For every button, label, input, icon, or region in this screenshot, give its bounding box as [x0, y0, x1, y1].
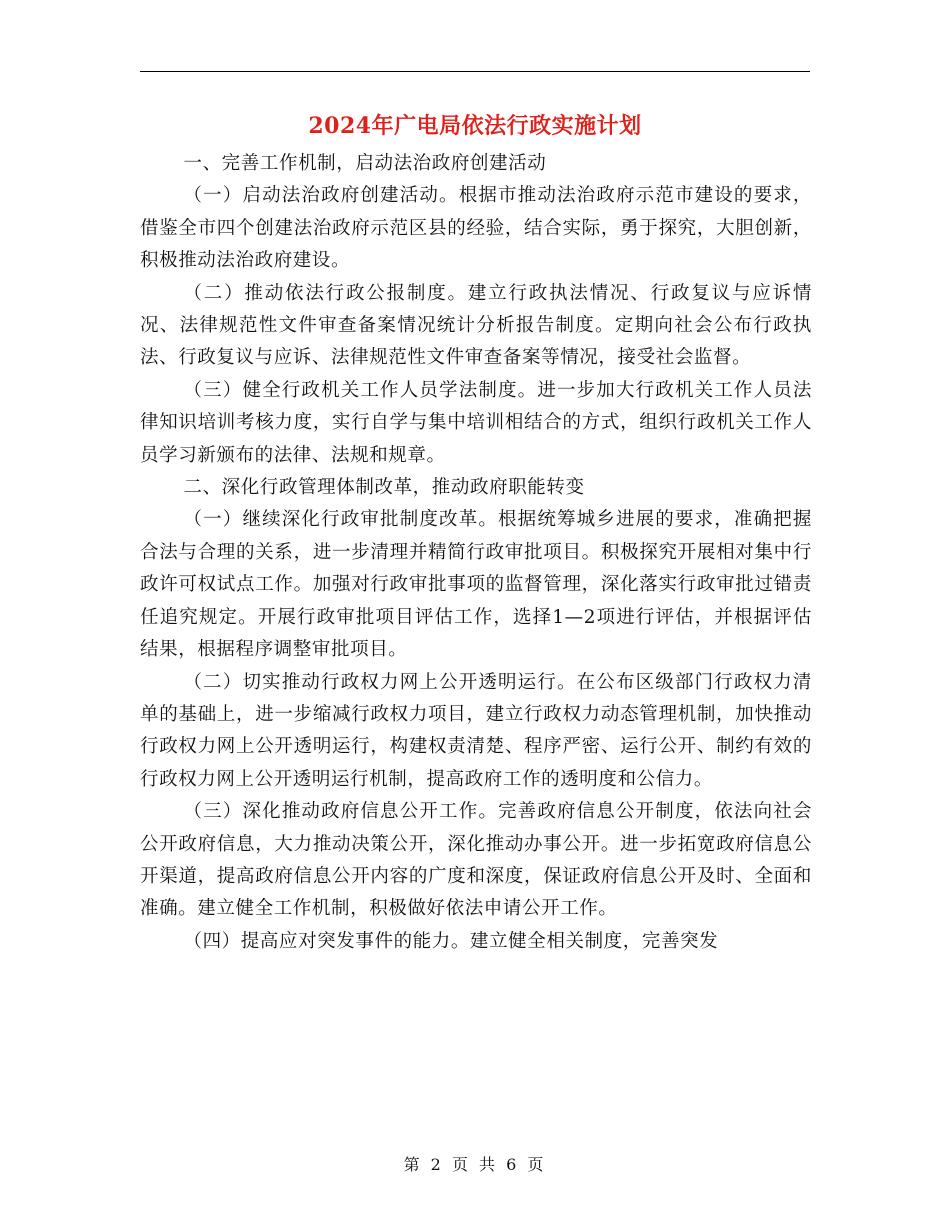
paragraph: （二）切实推动行政权力网上公开透明运行。在公布区级部门行政权力清单的基础上，进一步缩减行政权力项目，建立行政权力动态管理机制，加快推动行政权力网上公开透明运行，构建权责清楚、程序严密、运行公开、制约有效的行政权力网上公开透明运行机制，提高政府工作的透明度和公信力。: [140, 671, 812, 790]
page-number: 第 2 页 共 6 页: [403, 1155, 547, 1174]
paragraph: （三）健全行政机关工作人员学法制度。进一步加大行政机关工作人员法律知识培训考核力度，实行自学与集中培训相结合的方式，组织行政机关工作人员学习新颁布的法律、法规和规章。: [140, 379, 812, 466]
paragraph: （四）提高应对突发事件的能力。建立健全相关制度，完善突发: [183, 930, 719, 952]
document-title: 2024年广电局依法行政实施计划: [308, 113, 642, 139]
section-heading: 一、完善工作机制，启动法治政府创建活动: [183, 153, 547, 174]
header-rule: [140, 71, 810, 72]
paragraph: （一）启动法治政府创建活动。根据市推动法治政府示范市建设的要求，借鉴全市四个创建法治政府示范区县的经验，结合实际，勇于探究，大胆创新，积极推动法治政府建设。: [140, 185, 812, 272]
paragraph: （三）深化推动政府信息公开工作。完善政府信息公开制度，依法向社会公开政府信息，大力推动决策公开，深化推动办事公开。进一步拓宽政府信息公开渠道，提高政府信息公开内容的广度和深度，保证政府信息公开及时、全面和准确。建立健全工作机制，积极做好依法申请公开工作。: [140, 801, 812, 920]
paragraph: （一）继续深化行政审批制度改革。根据统筹城乡进展的要求，准确把握合法与合理的关系，进一步清理并精简行政审批项目。积极探究开展相对集中行政许可权试点工作。加强对行政审批事项的监督管理，深化落实行政审批过错责任追究规定。开展行政审批项目评估工作，选择1—2项进行评估，并根据评估结果，根据程序调整审批项目。: [140, 509, 812, 661]
document-body: [140, 148, 812, 958]
section-heading: 二、深化行政管理体制改革，推动政府职能转变: [183, 477, 585, 499]
paragraph: （二）推动依法行政公报制度。建立行政执法情况、行政复议与应诉情况、法律规范性文件审查备案情况统计分析报告制度。定期向社会公布行政执法、行政复议与应诉、法律规范性文件审查备案等情况，接受社会监督。: [140, 282, 812, 369]
